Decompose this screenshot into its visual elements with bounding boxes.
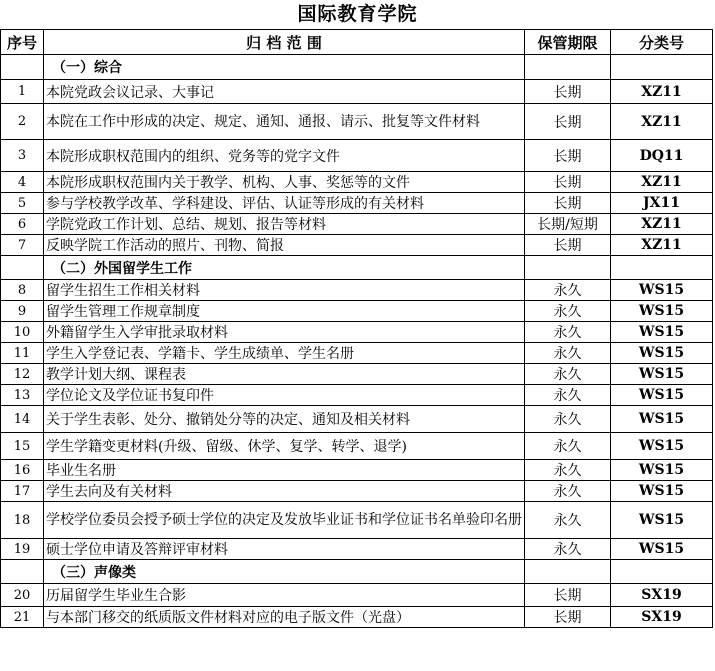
table-row [1,364,713,385]
section-period-cell [525,55,611,80]
section-code-cell [611,55,713,80]
row-period: 长期 [525,172,611,193]
table-row [1,343,713,364]
row-code: XZ11 [611,80,713,104]
row-seq: 8 [1,280,44,301]
row-code: WS15 [611,364,713,385]
row-code: SX19 [611,584,713,607]
header-scope: 归 档 范 围 [44,30,525,55]
row-period: 永久 [525,406,611,433]
table-row [1,235,713,256]
table-row [1,406,713,433]
row-period: 长期 [525,80,611,104]
row-code: WS15 [611,481,713,502]
row-scope: 与本部门移交的纸质版文件材料对应的电子版文件（光盘） [44,607,525,628]
row-period: 长期 [525,607,611,628]
row-seq: 12 [1,364,44,385]
row-seq: 6 [1,214,44,235]
table-row [1,193,713,214]
row-period: 长期/短期 [525,214,611,235]
table-row [1,433,713,460]
row-code: DQ11 [611,140,713,172]
row-seq: 14 [1,406,44,433]
row-scope: 学校学位委员会授予硕士学位的决定及发放毕业证书和学位证书名单验印名册 [44,502,525,539]
row-code: JX11 [611,193,713,214]
row-code: WS15 [611,322,713,343]
row-scope: 本院在工作中形成的决定、规定、通知、通报、请示、批复等文件材料 [44,104,525,140]
row-seq: 7 [1,235,44,256]
row-code: XZ11 [611,104,713,140]
table-row [1,460,713,481]
row-code: WS15 [611,539,713,560]
table-row [1,104,713,140]
row-code: WS15 [611,502,713,539]
row-seq: 13 [1,385,44,406]
row-seq: 20 [1,584,44,607]
row-scope: 本院形成职权范围内的组织、党务等的党字文件 [44,140,525,172]
row-period: 永久 [525,343,611,364]
row-code: SX19 [611,607,713,628]
row-period: 永久 [525,460,611,481]
row-code: WS15 [611,343,713,364]
row-period: 永久 [525,280,611,301]
row-seq: 16 [1,460,44,481]
section-label: （三）声像类 [44,560,525,584]
row-period: 永久 [525,322,611,343]
row-seq: 9 [1,301,44,322]
row-seq: 5 [1,193,44,214]
row-scope: 学生入学登记表、学籍卡、学生成绩单、学生名册 [44,343,525,364]
row-scope: 教学计划大纲、课程表 [44,364,525,385]
row-period: 长期 [525,235,611,256]
row-period: 永久 [525,433,611,460]
row-code: WS15 [611,301,713,322]
row-seq: 17 [1,481,44,502]
table-row [1,172,713,193]
row-period: 永久 [525,481,611,502]
row-code: XZ11 [611,235,713,256]
row-code: WS15 [611,280,713,301]
table-row [1,385,713,406]
section-row [1,256,713,280]
row-scope: 本院党政会议记录、大事记 [44,80,525,104]
header-period: 保管期限 [525,30,611,55]
row-period: 长期 [525,104,611,140]
section-code-cell [611,256,713,280]
row-seq: 3 [1,140,44,172]
section-seq-cell [1,55,44,80]
row-seq: 21 [1,607,44,628]
row-scope: 外籍留学生入学审批录取材料 [44,322,525,343]
header-row [1,30,713,55]
row-seq: 19 [1,539,44,560]
header-code: 分类号 [611,30,713,55]
section-seq-cell [1,256,44,280]
table-row [1,214,713,235]
table-row [1,502,713,539]
row-seq: 1 [1,80,44,104]
table-row [1,481,713,502]
row-period: 长期 [525,140,611,172]
row-period: 永久 [525,364,611,385]
table-row [1,140,713,172]
row-period: 永久 [525,539,611,560]
row-scope: 学院党政工作计划、总结、规划、报告等材料 [44,214,525,235]
row-scope: 关于学生表彰、处分、撤销处分等的决定、通知及相关材料 [44,406,525,433]
section-period-cell [525,256,611,280]
row-scope: 历届留学生毕业生合影 [44,584,525,607]
row-code: WS15 [611,406,713,433]
row-code: XZ11 [611,214,713,235]
row-scope: 留学生管理工作规章制度 [44,301,525,322]
row-code: WS15 [611,385,713,406]
row-period: 长期 [525,584,611,607]
archive-scope-table [0,29,713,628]
table-row [1,280,713,301]
row-code: XZ11 [611,172,713,193]
row-seq: 11 [1,343,44,364]
row-seq: 4 [1,172,44,193]
section-period-cell [525,560,611,584]
table-row [1,301,713,322]
row-period: 长期 [525,193,611,214]
row-scope: 参与学校教学改革、学科建设、评估、认证等形成的有关材料 [44,193,525,214]
section-row [1,55,713,80]
table-row [1,584,713,607]
row-period: 永久 [525,301,611,322]
header-seq: 序号 [1,30,44,55]
row-period: 永久 [525,502,611,539]
section-row [1,560,713,584]
section-code-cell [611,560,713,584]
row-scope: 学生去向及有关材料 [44,481,525,502]
row-scope: 留学生招生工作相关材料 [44,280,525,301]
section-label: （二）外国留学生工作 [44,256,525,280]
row-period: 永久 [525,385,611,406]
table-row [1,539,713,560]
row-code: WS15 [611,460,713,481]
row-seq: 15 [1,433,44,460]
row-seq: 18 [1,502,44,539]
row-scope: 毕业生名册 [44,460,525,481]
row-code: WS15 [611,433,713,460]
table-row [1,80,713,104]
row-scope: 学位论文及学位证书复印件 [44,385,525,406]
row-seq: 10 [1,322,44,343]
section-label: （一）综合 [44,55,525,80]
row-seq: 2 [1,104,44,140]
row-scope: 学生学籍变更材料(升级、留级、休学、复学、转学、退学) [44,433,525,460]
table-row [1,322,713,343]
row-scope: 本院形成职权范围内关于教学、机构、人事、奖惩等的文件 [44,172,525,193]
document-title: 国际教育学院 [297,3,418,25]
row-scope: 反映学院工作活动的照片、刊物、简报 [44,235,525,256]
section-seq-cell [1,560,44,584]
row-scope: 硕士学位申请及答辩评审材料 [44,539,525,560]
table-row [1,607,713,628]
